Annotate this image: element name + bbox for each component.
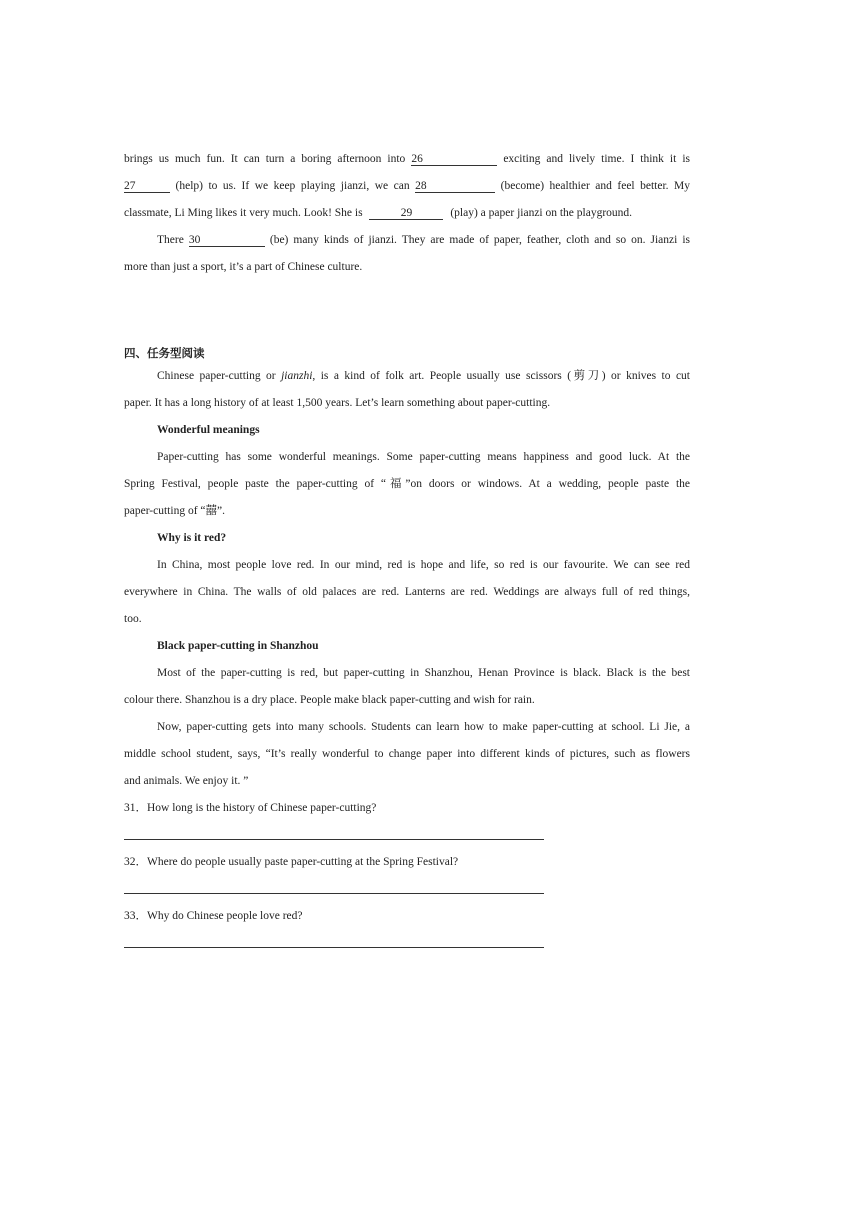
question-31: 31．How long is the history of Chinese paper-cutting? <box>124 802 377 814</box>
passage-line-3 <box>124 206 690 220</box>
question-32: 32．Where do people usually paste paper-cutting at the Spring Festival? <box>124 856 459 868</box>
question-33: 33．Why do Chinese people love red? <box>124 910 303 922</box>
para5-line-3: and animals. We enjoy it. ” <box>124 775 249 787</box>
passage-line-1 <box>124 152 690 166</box>
para2-line-3: paper-cutting of “囍”. <box>124 505 225 517</box>
passage-text: classmate, Li Ming likes it very much. Look! She is <box>124 207 363 219</box>
para1-line-1 <box>124 369 690 383</box>
passage-text: exciting and lively time. I think it is <box>503 153 690 165</box>
para4-line-1: Most of the paper-cutting is red, but paper-cutting in Shanzhou, Henan Province is black. Black is the best <box>157 667 690 679</box>
heading-wonderful-meanings: Wonderful meanings <box>157 424 260 436</box>
para4-line-2: colour there. Shanzhou is a dry place. People make black paper-cutting and wish for rain. <box>124 694 535 706</box>
para3-line-2: everywhere in China. The walls of old palaces are red. Lanterns are red. Weddings are always full of red things, <box>124 586 690 598</box>
italic-term: jianzhi <box>281 370 313 382</box>
para-text: Chinese paper-cutting or <box>157 370 282 382</box>
blank-29: 29 <box>369 207 443 220</box>
passage-line-2 <box>124 179 690 193</box>
para5-line-1: Now, paper-cutting gets into many schools. Students can learn how to make paper-cutting at school. Li Jie, a <box>157 721 690 733</box>
blank-28: 28 <box>415 180 495 193</box>
passage-text: brings us much fun. It can turn a boring afternoon into <box>124 153 406 165</box>
passage-text: (be) many kinds of jianzi. They are made of paper, feather, cloth and so on. Jianzi is <box>269 234 690 246</box>
passage-line-5: more than just a sport, it’s a part of Chinese culture. <box>124 261 363 273</box>
blank-26: 26 <box>411 153 497 166</box>
blank-30: 30 <box>189 234 265 247</box>
para3-line-1: In China, most people love red. In our mind, red is hope and life, so red is our favourite. We can see red <box>157 559 690 571</box>
para2-line-1: Paper-cutting has some wonderful meanings. Some paper-cutting means happiness and good luck. At the <box>157 451 690 463</box>
answer-line-33[interactable] <box>124 947 544 948</box>
passage-line-4 <box>124 233 690 247</box>
heading-black-paper-cutting: Black paper-cutting in Shanzhou <box>157 640 319 652</box>
para5-line-2: middle school student, says, “It’s really wonderful to change paper into different kinds of pictures, such as flowers <box>124 748 690 760</box>
passage-text: (become) healthier and feel better. My <box>500 180 691 192</box>
para-text: , is a kind of folk art. People usually use scissors (剪刀) or knives to cut <box>312 370 690 382</box>
passage-text: (play) a paper jianzi on the playground. <box>450 207 633 219</box>
passage-text: There <box>157 234 184 246</box>
passage-text: (help) to us. If we keep playing jianzi, we can <box>175 180 410 192</box>
para3-line-3: too. <box>124 613 142 625</box>
para1-line-2: paper. It has a long history of at least 1,500 years. Let’s learn something about paper-cutting. <box>124 397 551 409</box>
heading-why-red: Why is it red? <box>157 532 227 544</box>
answer-line-32[interactable] <box>124 893 544 894</box>
section-title: 四、任务型阅读 <box>124 346 205 360</box>
answer-line-31[interactable] <box>124 839 544 840</box>
blank-27: 27 <box>124 180 170 193</box>
para2-line-2: Spring Festival, people paste the paper-cutting of “福”on doors or windows. At a wedding, people paste the <box>124 478 690 490</box>
